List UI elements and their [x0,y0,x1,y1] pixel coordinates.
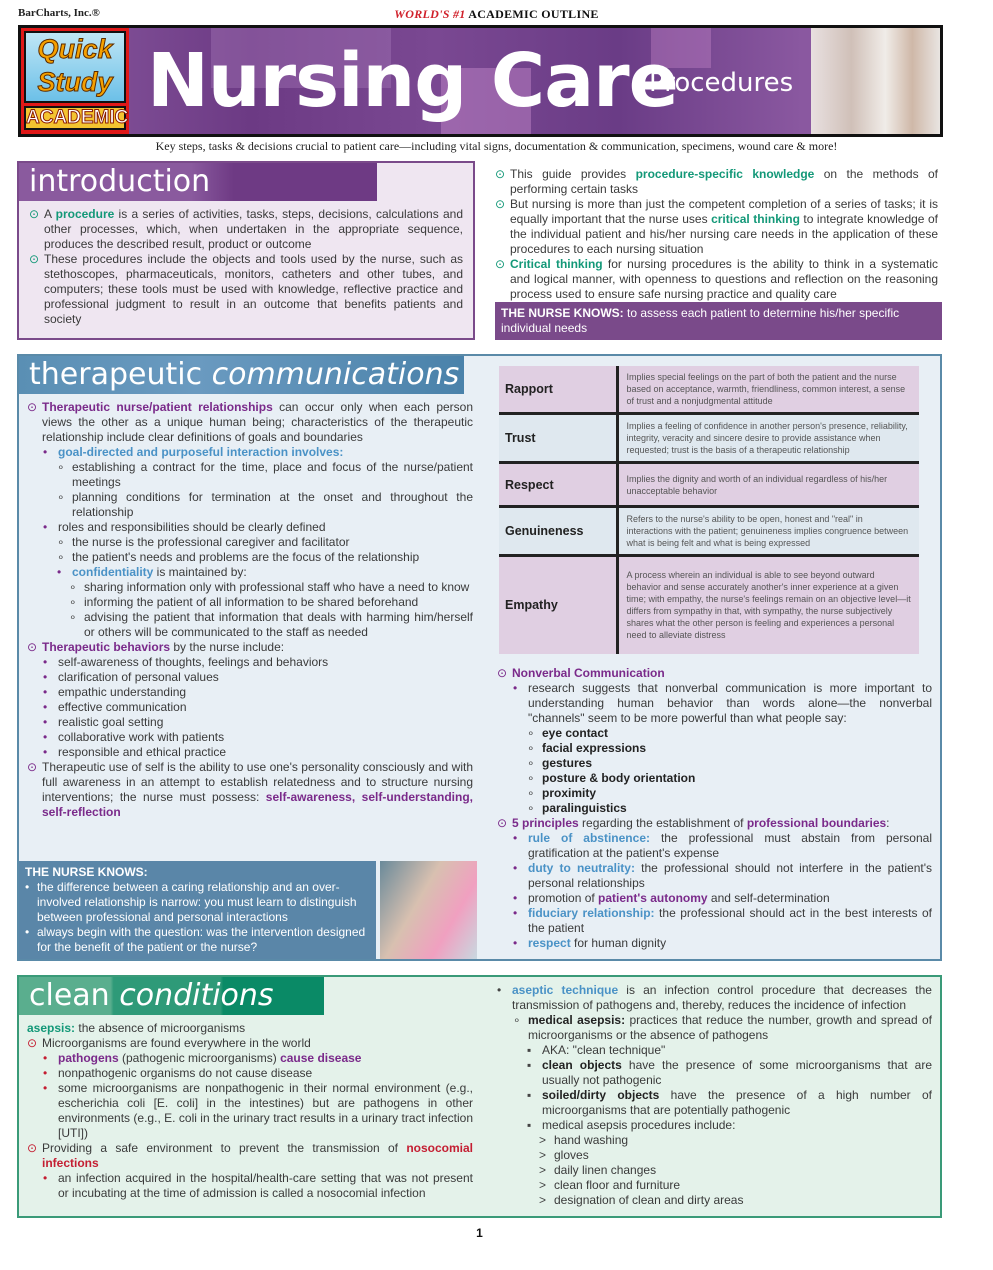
bullet-icon: • [43,1065,48,1080]
list-item [43,445,473,460]
bullet-icon: ∘ [69,580,77,594]
text: But nursing is more than just the competent completion of a series of tasks; it is equally important that the nurse uses [510,197,938,226]
list-item [57,490,473,520]
text: and self-determination [707,890,830,905]
text: designation of clean and dirty areas [554,1192,744,1207]
list-item [43,1171,473,1201]
circle-bullet-icon: ⊙ [495,257,506,271]
text: responsible and ethical practice [58,745,227,759]
text: informing the patient of all information to be shared beforehand [84,595,419,609]
clean-left-column [19,977,477,1216]
top-tagline [0,7,993,22]
introduction-right-panel [495,161,942,340]
bullet-icon: • [513,860,518,875]
therapeutic-heading: therapeutic communications [19,356,464,394]
text: the professional must abstain from personal gratification at the patient's expense [528,830,932,860]
introduction-right-list [495,167,942,302]
list-item [43,715,473,730]
clean-conditions-left-list [19,1021,477,1201]
keyword: confidentiality [72,565,154,579]
bullet-icon: ▪ [527,1117,532,1132]
list-item [57,550,473,565]
bullet-icon: ∘ [527,725,535,740]
term-cell: Rapport [499,366,617,414]
list-item [527,1118,932,1133]
list-item [497,983,932,1013]
text: regarding the establishment of [578,815,747,830]
text: clarification of personal values [58,670,219,684]
list-item [43,1051,473,1066]
bullet-icon: > [539,1147,547,1162]
text: Providing a safe environment to prevent the transmission of [42,1140,407,1155]
bullet-icon: • [513,935,518,950]
definition-cell: Implies the dignity and worth of an individual regardless of his/her unacceptable behavior [617,463,919,507]
bullet-icon: • [57,565,62,579]
text: the professional should act in the best interests of the patient [528,905,933,935]
list-item [57,535,473,550]
list-item [43,1081,473,1141]
page-subtitle: Procedures [649,68,794,98]
introduction-left-list [19,207,473,327]
keyword: Therapeutic behaviors [42,640,171,654]
bullet-icon: • [43,700,48,714]
list-item [513,831,932,861]
list-item [27,640,473,655]
guide-description: Key steps, tasks & decisions crucial to patient care—including vital signs, documentation & communication, specimens, wound care & more! [155,139,838,153]
circle-bullet-icon: ⊙ [27,760,38,774]
keyword: self-awareness, self-understanding, self-reflection [42,790,473,819]
nurse-patient-photo [380,861,477,959]
keyword: nosocomial infections [42,1140,473,1170]
list-item [43,730,473,745]
table-row [499,414,919,463]
bullet-icon: ∘ [69,595,77,609]
list-item [527,1043,932,1058]
keyword: eye contact [542,725,609,740]
text: is an infection control procedure that decreases the transmission of pathogens and, thereby, reduces the incidence of infection [512,982,932,1012]
text: collaborative work with patients [58,730,225,744]
term-cell: Empathy [499,556,617,654]
text: advising the patient that information that deals with harming him/herself or others will be communicated to the staff as needed [84,610,473,639]
page-title: Nursing Care [147,38,678,124]
list-item [495,197,938,257]
keyword: professional boundaries [746,815,887,830]
clean-right-column [497,977,940,1216]
keyword: soiled/dirty objects [542,1087,660,1102]
text: : [886,815,890,830]
text: A [44,207,56,221]
text: hand washing [554,1132,629,1147]
bullet-icon: ▪ [527,1057,532,1072]
keyword: cause disease [280,1050,362,1065]
publisher-name: BarCharts, Inc.® [18,7,100,19]
text: the nurse is the professional caregiver and facilitator [72,535,350,549]
bullet-icon: ∘ [57,550,65,564]
page-number: 1 [476,1225,483,1240]
keyword: Nonverbal Communication [512,665,665,680]
definition-cell: Refers to the nurse's ability to be open, honest and "real" in interactions with the patient; genuineness implies congruence between what is being felt and what is being expressed [617,507,919,556]
keyword: clean objects [542,1057,622,1072]
bullet-icon: ∘ [513,1012,521,1027]
clean-conditions-section [17,975,942,1218]
table-row [499,507,919,556]
text: some microorganisms are nonpathogenic in their normal environment (e.g., escherichia coli [E. coli] in the intestines) but are pathogens in other environments (e.g., E. coli in the urinary tract results in a urinary tract infection [UTI]) [58,1080,473,1140]
table-row [499,556,919,654]
list-item [43,670,473,685]
list-item [27,760,473,820]
keyword: duty to neutrality: [528,860,635,875]
quick-study-logo [21,28,129,134]
keyword: procedure [55,207,115,221]
list-item [27,400,473,445]
text: the professional should not interfere in the patient's personal relationships [528,860,932,890]
list-item [27,1141,473,1171]
bullet-icon: • [43,715,48,729]
keyword: 5 principles [512,815,579,830]
bullet-icon: ∘ [57,460,65,474]
list-item [495,167,938,197]
text: an infection acquired in the hospital/health-care setting that was not present or incubating at the time of admission is called a nosocomial infection [58,1170,473,1200]
list-item [43,685,473,700]
text: Microorganisms are found everywhere in the world [42,1035,311,1050]
circle-bullet-icon: ⊙ [497,665,508,680]
list-item [539,1163,932,1178]
text: realistic goal setting [58,715,164,729]
keyword: Therapeutic nurse/patient relationships [42,400,273,414]
list-item [497,666,932,681]
therapeutic-right-list [497,666,940,951]
bullet-icon: • [43,1080,48,1095]
list-item [539,1193,932,1208]
bullet-icon: • [497,982,502,997]
bullet-icon: ∘ [69,610,77,624]
list-item [513,906,932,936]
keyword: aseptic technique [512,982,619,997]
list-item [513,936,932,951]
list-item [495,257,938,302]
bullet-icon: ∘ [57,490,65,504]
text: have the presence of some microorganisms that are usually not pathogenic [542,1057,933,1087]
definition-cell: Implies a feeling of confidence in another person's presence, reliability, integrity, veracity and sincere desire to provide assistance when requested; trust is the basis of a therapeutic relationship [617,414,919,463]
list-item [69,595,473,610]
bullet-icon: • [43,445,48,459]
text: the absence of microorganisms [75,1020,246,1035]
list-item [527,741,932,756]
list-item [539,1148,932,1163]
circle-bullet-icon: ⊙ [29,207,40,221]
text: is maintained by: [153,565,247,579]
keyword: medical asepsis: [528,1012,626,1027]
text: is a series of activities, tasks, steps, decisions, calculations and other processes, which, when undertaken in the appropriate sequence, produces the described result, product or outcome [44,207,463,251]
keyword: procedure-specific knowledge [635,167,815,181]
list-item [43,745,473,760]
table-row [499,366,919,414]
bullet-icon: • [43,685,48,699]
bullet-icon: • [43,670,48,684]
text: (pathogenic microorganisms) [118,1050,281,1065]
list-item [43,655,473,670]
keyword: facial expressions [542,740,647,755]
bullet-icon: > [539,1177,547,1192]
text: on the methods of performing certain tasks [510,167,938,196]
bullet-icon: > [539,1132,547,1147]
circle-bullet-icon: ⊙ [497,815,508,830]
tagline-highlight: WORLD'S #1 [394,7,466,21]
list-item [513,1013,932,1043]
list-item [513,681,932,726]
bullet-icon: • [25,879,30,894]
list-item [27,1036,473,1051]
text: Therapeutic use of self is the ability to use one's personality consciously and with full awareness in an attempt to establish relatedness and to structure nursing interventions; the nurse must possess: [42,760,473,804]
text: empathic understanding [58,685,187,699]
keyword: patient's autonomy [598,890,708,905]
term-cell: Trust [499,414,617,463]
list-item [43,700,473,715]
term-cell: Respect [499,463,617,507]
keyword: rule of abstinence: [528,830,650,845]
list-item [497,816,932,831]
text: AKA: "clean technique" [542,1042,666,1057]
bullet-icon: ∘ [527,800,535,815]
bullet-icon: • [43,730,48,744]
list-item [527,726,932,741]
tagline-text: ACADEMIC OUTLINE [465,7,599,21]
text: effective communication [58,700,187,714]
text: roles and responsibilities should be clearly defined [58,520,326,534]
page-content [17,161,942,1240]
text: can occur only when each person views the other as a unique human being; characteristics of the therapeutic relationship include clear definitions of goals and boundaries [42,400,474,444]
text: for human dignity [570,935,667,950]
keyword: pathogens [58,1050,119,1065]
therapeutic-left-list [19,400,477,828]
bullet-icon: • [25,924,30,939]
therapeutic-left-column [19,356,477,959]
relationship-terms-table [499,366,919,654]
keyword: fiduciary relationship: [528,905,655,920]
text: by the nurse include: [170,640,285,654]
bullet-icon: • [513,830,518,845]
text: the patient's needs and problems are the focus of the relationship [72,550,420,564]
bullet-icon: ∘ [527,785,535,800]
list-item [539,1178,932,1193]
bullet-icon: • [513,890,518,905]
clean-conditions-right-list [497,983,932,1208]
definition-cell: A process wherein an individual is able to see beyond outward behavior and sense accurately another's inner experience at a given time; with empathy, the nurse's feelings remain on an objective level—it differs from sympathy in that, with sympathy, the nurse subjectively shares what the other person is feeling and experiences a personal need to alleviate distress [617,556,919,654]
text: sharing information only with professional staff who have a need to know [84,580,470,594]
text: This guide provides [510,167,636,181]
keyword: asepsis: [27,1020,76,1035]
text: establishing a contract for the time, place and focus of the nurse/patient meetings [72,460,473,489]
logo-academic: ACADEMIC [26,107,129,128]
list-item [57,565,473,580]
text: research suggests that nonverbal communication is more important to understanding human behavior than words alone—the nonverbal "channels" seem to be more powerful than what people say: [528,680,932,725]
introduction-left-panel [17,161,475,340]
keyword: goal-directed and purposeful interaction involves: [58,445,344,459]
bullet-icon: • [43,1170,48,1185]
text: for nursing procedures is the ability to think in a systematic and logical manner, with openness to questions and reflection on the reasoning process used to ensure safe nursing practice and quality care [510,257,938,301]
list-item [43,520,473,535]
nurse-knows-row [19,861,477,959]
text: gloves [554,1147,589,1162]
text: nonpathogenic organisms do not cause disease [58,1065,313,1080]
list-item [527,801,932,816]
keyword: Critical thinking [510,257,603,271]
therapeutic-nurse-knows-box: THE NURSE KNOWS: • the difference between a caring relationship and an over-involved relationship is narrow: you must learn to distinguish between professional and personal interactions • always begin with the question: was the intervention designed for the benefit of the patient or the nurse? [19,861,376,959]
introduction-heading: introduction [19,163,377,201]
doctor-nurse-photo [811,28,943,134]
list-item [527,1058,932,1088]
circle-bullet-icon: ⊙ [495,197,506,211]
term-cell: Genuineness [499,507,617,556]
list-item [69,610,473,640]
text: promotion of [528,890,599,905]
list-item [527,786,932,801]
list-item [527,1088,932,1118]
text: self-awareness of thoughts, feelings and behaviors [58,655,329,669]
keyword: paralinguistics [542,800,627,815]
bullet-icon: • [43,520,48,534]
bullet-icon: ∘ [527,755,535,770]
text: to integrate knowledge of the individual patient and his/her nursing care needs in the application of these procedures to each nursing situation [510,212,938,256]
bullet-icon: > [539,1192,547,1207]
list-item [539,1133,932,1148]
list-item [27,1021,473,1036]
list-item [57,460,473,490]
keyword: proximity [542,785,597,800]
list-item [43,1066,473,1081]
therapeutic-right-column [497,356,940,959]
bullet-icon: ▪ [527,1087,532,1102]
list-item [513,861,932,891]
introduction-section [17,161,942,340]
bullet-icon: ∘ [527,740,535,755]
list-item [29,252,463,327]
keyword: posture & body orientation [542,770,696,785]
list-item [69,580,473,595]
text: These procedures include the objects and tools used by the nurse, such as stethoscopes, pharmaceuticals, monitors, catheters and other tubes, and computers; these tools must be used with knowledge, reflective practice and professional judgment to result in an outcome that benefits patients and society [44,252,463,326]
list-item [527,771,932,786]
circle-bullet-icon: ⊙ [495,167,506,181]
bullet-icon: • [513,680,518,695]
circle-bullet-icon: ⊙ [27,1035,38,1050]
bullet-icon: • [43,1050,48,1065]
keyword: respect [528,935,571,950]
list-item [29,207,463,252]
circle-bullet-icon: ⊙ [27,640,38,654]
logo-quick-study: Quick Study [24,31,126,103]
text: daily linen changes [554,1162,657,1177]
list-item [527,756,932,771]
text: have the presence of a high number of microorganisms that are potentially pathogenic [542,1087,932,1117]
therapeutic-communications-section [17,354,942,961]
text: practices that reduce the number, growth and spread of microorganisms or the absence of pathogens [528,1012,932,1042]
bullet-icon: ∘ [57,535,65,549]
bullet-icon: • [513,905,518,920]
bullet-icon: ∘ [527,770,535,785]
text: planning conditions for termination at the onset and throughout the relationship [72,490,473,519]
text: clean floor and furniture [554,1177,681,1192]
circle-bullet-icon: ⊙ [29,252,40,266]
title-banner [18,25,943,137]
circle-bullet-icon: ⊙ [27,1140,38,1155]
definition-cell: Implies special feelings on the part of both the patient and the nurse based on acceptance, warmth, friendliness, common interest, a sense of trust and a nonjudgmental attitude [617,366,919,414]
keyword: critical thinking [711,212,800,226]
bullet-icon: • [43,745,48,759]
list-item [513,891,932,906]
clean-conditions-heading: clean conditions [19,977,324,1015]
intro-nurse-knows-box: THE NURSE KNOWS: to assess each patient to determine his/her specific individual needs [495,302,942,340]
table-row [499,463,919,507]
text: medical asepsis procedures include: [542,1117,736,1132]
bullet-icon: ▪ [527,1042,532,1057]
keyword: gestures [542,755,593,770]
bullet-icon: > [539,1162,547,1177]
bullet-icon: • [43,655,48,669]
circle-bullet-icon: ⊙ [27,400,38,414]
